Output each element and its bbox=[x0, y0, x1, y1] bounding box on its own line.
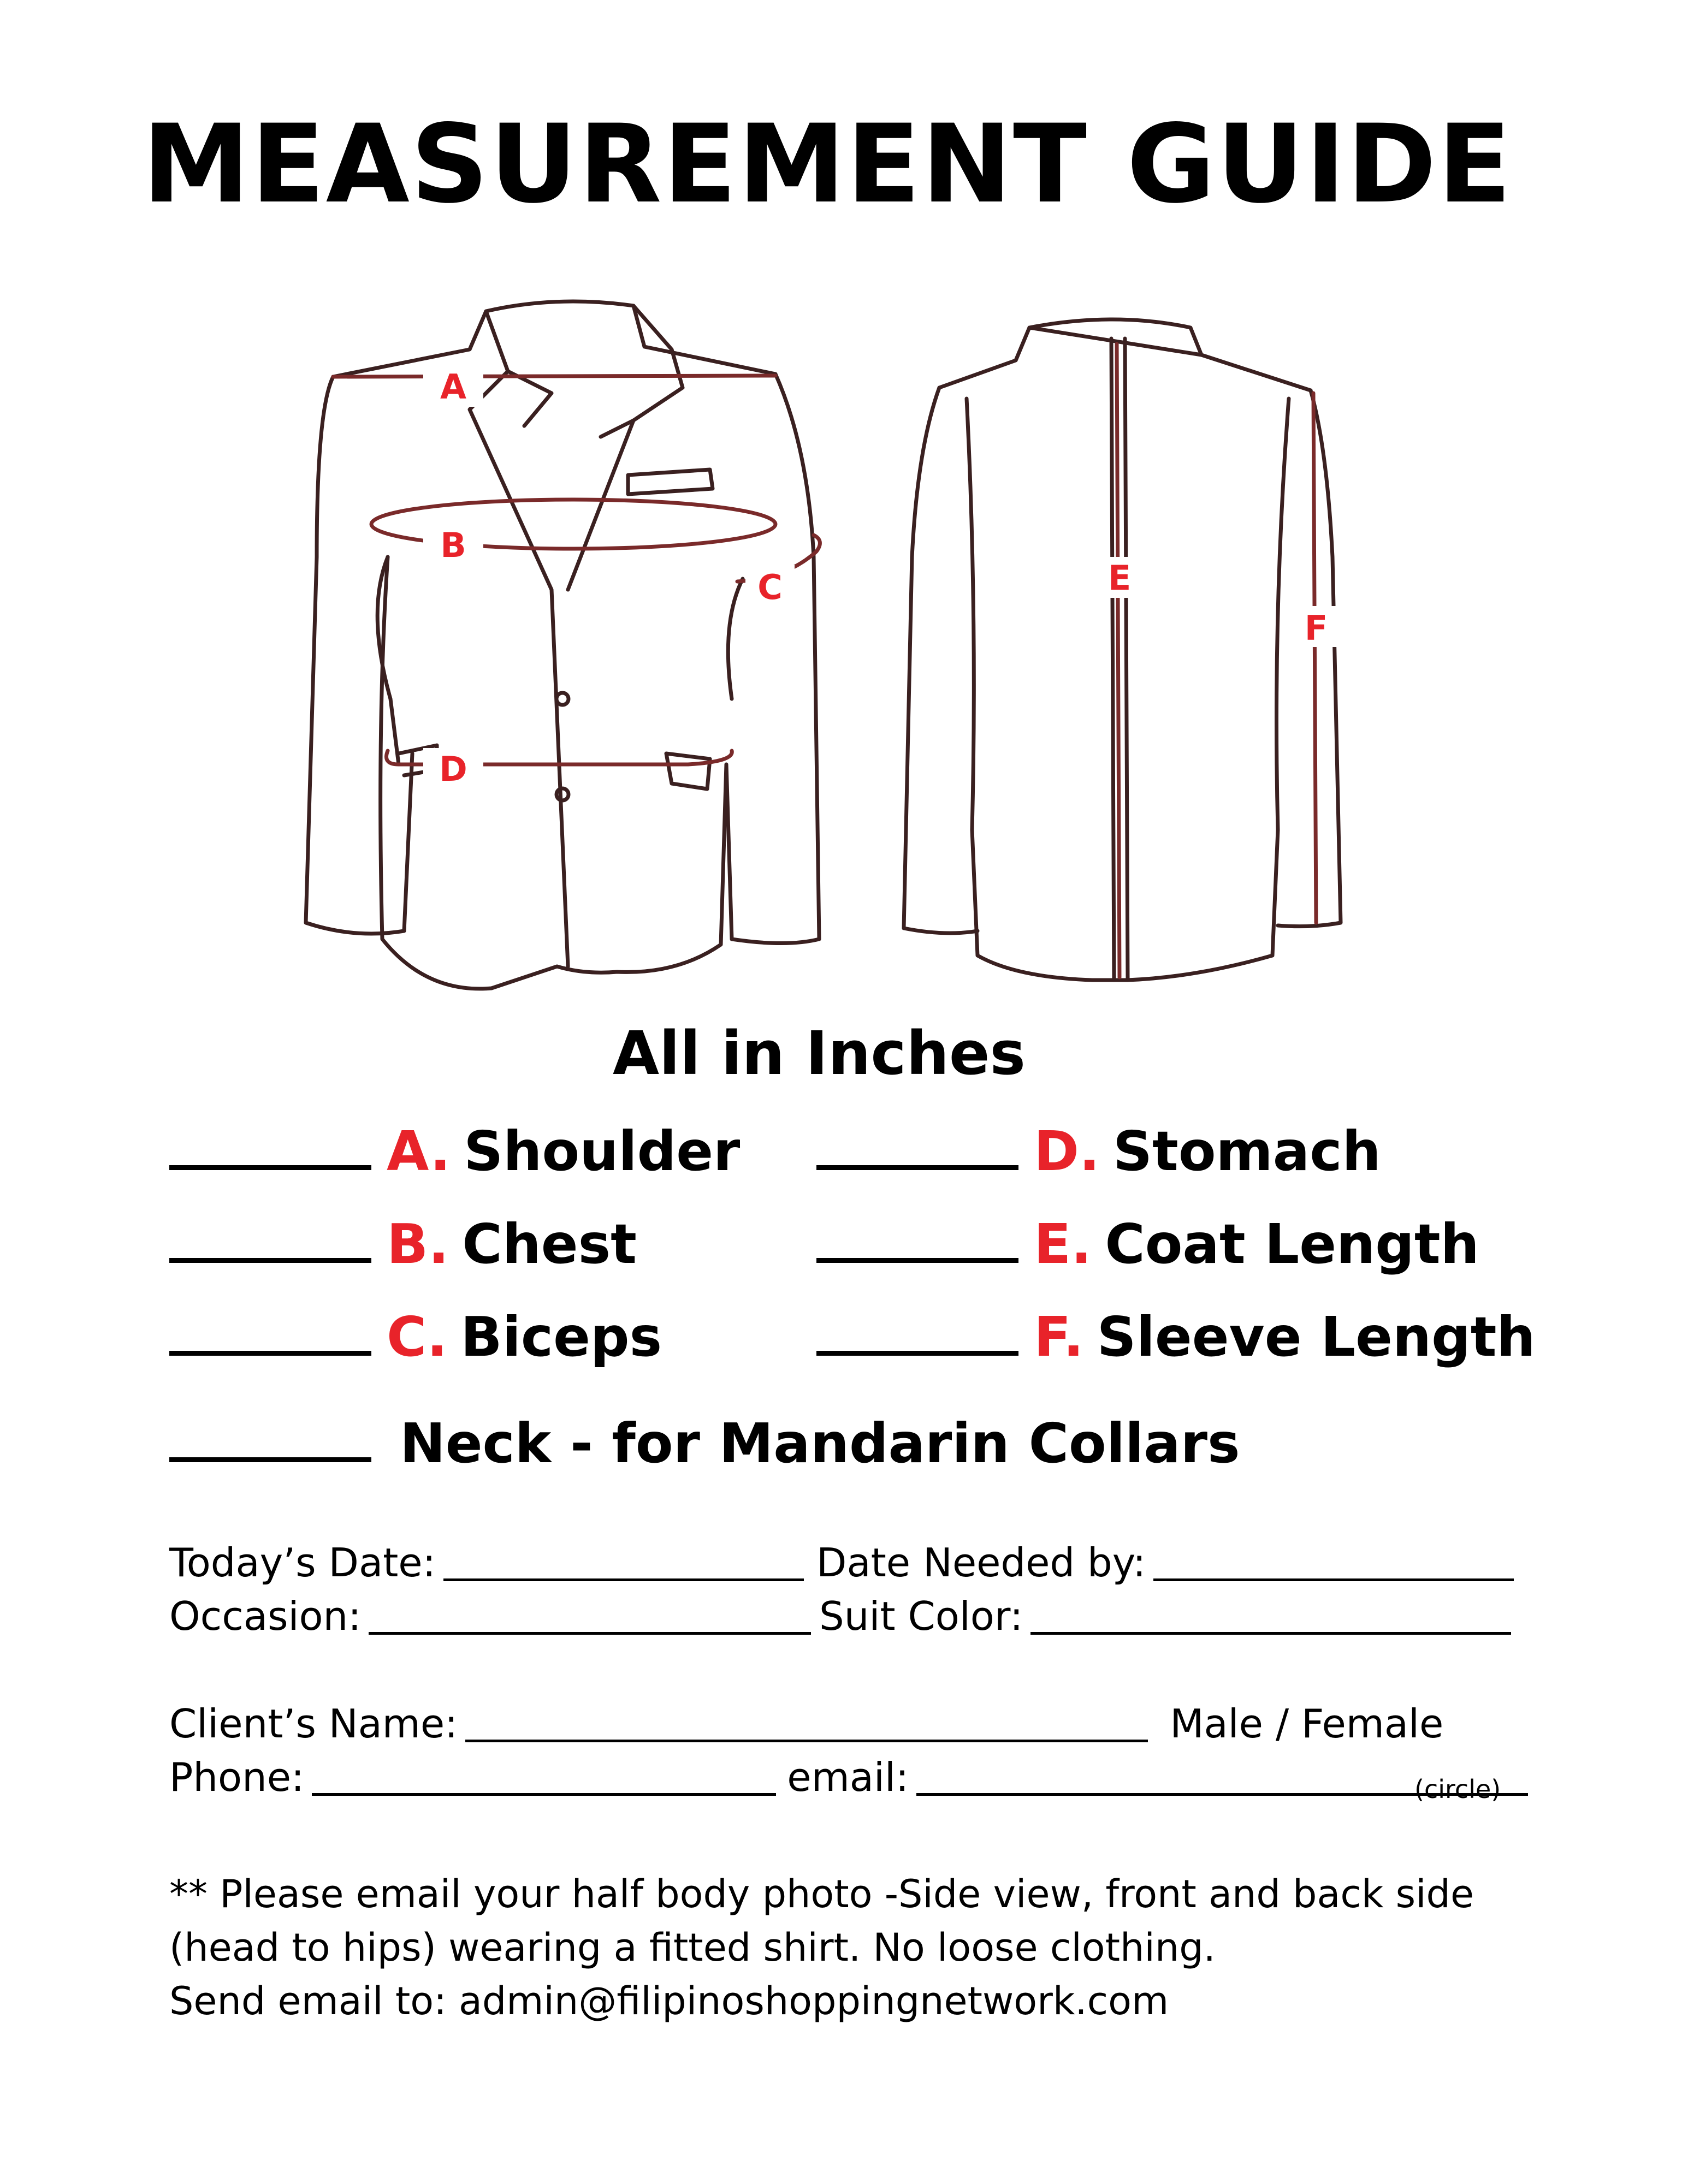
shoulder-measure-line bbox=[333, 376, 775, 377]
measurement-sleeve-length bbox=[816, 1305, 1536, 1369]
measurement-blank[interactable] bbox=[816, 1214, 1018, 1263]
suit-diagram-svg bbox=[295, 284, 1398, 1032]
instructions-line-1: ** Please email your half body photo -Side view, front and back side bbox=[169, 1872, 1474, 1916]
measurement-letter: D. bbox=[1034, 1119, 1100, 1183]
measurement-letter: C. bbox=[387, 1305, 448, 1369]
suit-color-field[interactable] bbox=[1030, 1599, 1511, 1635]
measurement-letter: F. bbox=[1034, 1305, 1084, 1369]
phone-field[interactable] bbox=[312, 1760, 776, 1796]
suit-color-row bbox=[819, 1593, 1522, 1639]
date-needed-label: Date Needed by: bbox=[816, 1540, 1146, 1586]
measurement-label: Coat Length bbox=[1105, 1212, 1479, 1276]
measurement-stomach bbox=[816, 1119, 1381, 1183]
client-name-label: Client’s Name: bbox=[169, 1701, 458, 1747]
measurement-biceps bbox=[169, 1305, 662, 1369]
measurement-neck bbox=[169, 1411, 1240, 1475]
circle-note: (circle) bbox=[1414, 1775, 1501, 1804]
measurement-blank[interactable] bbox=[169, 1307, 371, 1356]
todays-date-label: Today’s Date: bbox=[169, 1540, 436, 1586]
measurement-label: Shoulder bbox=[464, 1119, 741, 1183]
measurement-letter: E. bbox=[1034, 1212, 1092, 1276]
phone-email-row bbox=[169, 1754, 1539, 1800]
measurement-label: Chest bbox=[462, 1212, 637, 1276]
measurement-label: Sleeve Length bbox=[1097, 1305, 1536, 1369]
label-f: F bbox=[1304, 608, 1328, 648]
gender-options[interactable]: Male / Female bbox=[1170, 1701, 1444, 1747]
back-jacket-outline bbox=[904, 319, 1341, 980]
label-b: B bbox=[440, 525, 466, 565]
page-title: MEASUREMENT GUIDE bbox=[142, 101, 1513, 227]
suit-color-label: Suit Color: bbox=[819, 1593, 1023, 1639]
instructions-line-2: (head to hips) wearing a fitted shirt. No loose clothing. bbox=[169, 1925, 1216, 1970]
instructions-line-3: Send email to: admin@filipinoshoppingnetwork.com bbox=[169, 1979, 1169, 2023]
todays-date-row bbox=[169, 1540, 815, 1586]
occasion-row bbox=[169, 1593, 822, 1639]
measurement-blank[interactable] bbox=[816, 1307, 1018, 1356]
measurement-chest bbox=[169, 1212, 637, 1276]
measurement-blank[interactable] bbox=[169, 1414, 371, 1462]
label-c: C bbox=[757, 567, 783, 607]
front-jacket-outline bbox=[306, 301, 819, 989]
client-name-row bbox=[169, 1701, 1443, 1747]
suit-diagram bbox=[295, 284, 1398, 1032]
measurement-label: Biceps bbox=[460, 1305, 662, 1369]
sleeve-length-measure-line bbox=[1313, 393, 1316, 923]
measurement-label: Stomach bbox=[1113, 1119, 1381, 1183]
measurement-label: Neck - for Mandarin Collars bbox=[400, 1411, 1240, 1475]
email-label: email: bbox=[787, 1754, 909, 1800]
phone-label: Phone: bbox=[169, 1754, 305, 1800]
label-a: A bbox=[440, 367, 466, 407]
todays-date-field[interactable] bbox=[443, 1546, 804, 1581]
measurement-blank[interactable] bbox=[816, 1121, 1018, 1170]
date-needed-row bbox=[816, 1540, 1525, 1586]
coat-length-measure-line bbox=[1117, 344, 1120, 977]
occasion-label: Occasion: bbox=[169, 1593, 362, 1639]
measurement-shoulder bbox=[169, 1119, 740, 1183]
measurement-blank[interactable] bbox=[169, 1214, 371, 1263]
label-e: E bbox=[1107, 558, 1132, 598]
occasion-field[interactable] bbox=[369, 1599, 811, 1635]
measurement-letter: B. bbox=[387, 1212, 449, 1276]
date-needed-field[interactable] bbox=[1153, 1546, 1514, 1581]
measurement-blank[interactable] bbox=[169, 1121, 371, 1170]
units-subtitle: All in Inches bbox=[613, 1018, 1026, 1088]
label-d: D bbox=[439, 749, 467, 789]
measurement-coat-length bbox=[816, 1212, 1479, 1276]
measurement-letter: A. bbox=[387, 1119, 451, 1183]
client-name-field[interactable] bbox=[465, 1707, 1148, 1742]
